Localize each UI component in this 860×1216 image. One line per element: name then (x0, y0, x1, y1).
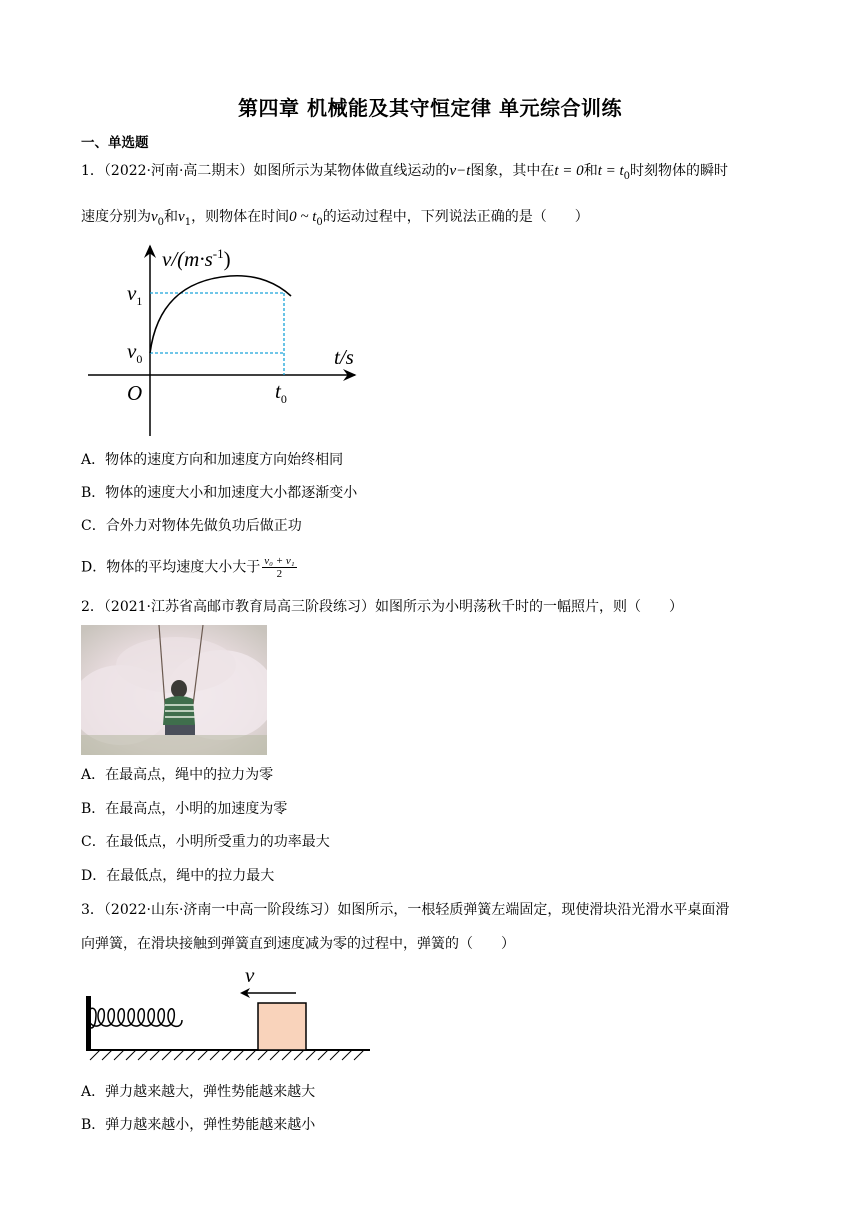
v1-label: $v_1$ (127, 281, 143, 308)
swing-photo (81, 625, 267, 755)
x-axis-label: t/s (334, 345, 354, 369)
velocity-label: v (245, 963, 255, 987)
v0-label: $v_0$ (127, 339, 143, 366)
subscript: 0 (623, 170, 631, 182)
q1-text: 时刻物体的瞬时 (630, 163, 729, 179)
q3-option-a: A．弹力越来越大，弹性势能越来越大 (81, 1084, 316, 1100)
q1-stem-line1 (81, 161, 728, 187)
spring-block-figure (82, 962, 374, 1068)
section-heading: 一、单选题 (81, 135, 149, 151)
slider-block (258, 1003, 306, 1050)
q1-option-d-text: D．物体的平均速度大小大于 (81, 559, 261, 576)
fraction-denominator: 2 (276, 568, 283, 580)
y-axis-label: $v/(m\cdot s^{-1})$ (162, 246, 231, 271)
q2-option-d: D．在最低点，绳中的拉力最大 (81, 868, 275, 884)
spring (88, 1008, 182, 1028)
q1-text: 速度分别为 (81, 209, 151, 225)
q3-stem-line2: 向弹簧，在滑块接触到弹簧直到速度减为零的过程中，弹簧的（ ） (81, 936, 515, 952)
q1-option-b: B．物体的速度大小和加速度大小都逐渐变小 (81, 485, 358, 501)
q2-option-b: B．在最高点，小明的加速度为零 (81, 801, 288, 817)
ground-hatching (90, 1050, 364, 1060)
fraction-numerator: v₀ + v₁ (264, 555, 295, 567)
q1-text: 的运动过程中，下列说法正确的是（ ） (322, 209, 589, 225)
subscript: 0 (316, 216, 323, 228)
q2-stem: 2．（2021·江苏省高邮市教育局高三阶段练习）如图所示为小明荡秋千时的一幅照片，则（ ） (81, 599, 683, 615)
q1-v1: v (178, 209, 185, 225)
vt-curve (150, 276, 291, 353)
q1-text: 图象，其中在 (470, 163, 555, 179)
q3-option-b: B．弹力越来越小，弹性势能越来越小 (81, 1117, 316, 1133)
q1-text: 和 (164, 209, 179, 225)
q1-option-d-fraction (262, 555, 296, 580)
q1-text: 1．（2022·河南·高二期末）如图所示为某物体做直线运动的 (81, 163, 450, 179)
subscript: 1 (184, 216, 192, 228)
vt-graph (80, 238, 365, 443)
q3-stem-line1: 3．（2022·山东·济南一中高一阶段练习）如图所示，一根轻质弹簧左端固定，现使滑块沿光滑水平桌面滑 (81, 902, 730, 918)
q1-text: 和 (583, 163, 598, 179)
origin-label: O (127, 381, 143, 405)
q1-option-c: C．合外力对物体先做负功后做正功 (81, 518, 302, 534)
q1-tt0: t = t (597, 163, 624, 179)
q1-stem-line2 (81, 207, 589, 233)
q1-v0: v (151, 209, 158, 225)
page-title: 第四章 机械能及其守恒定律 单元综合训练 (238, 96, 622, 120)
q1-vt: v−t (449, 163, 471, 179)
q2-option-a: A．在最高点，绳中的拉力为零 (81, 767, 274, 783)
q1-option-d (81, 555, 297, 580)
q2-option-c: C．在最低点，小明所受重力的功率最大 (81, 834, 330, 850)
t0-label: $t_0$ (275, 379, 287, 406)
q1-option-a: A．物体的速度方向和加速度方向始终相同 (81, 452, 344, 468)
q1-t0: t = 0 (554, 163, 584, 179)
q1-text: ，则物体在时间 (191, 209, 290, 225)
subscript: 0 (157, 216, 165, 228)
q1-range: 0 ~ t (289, 209, 317, 225)
